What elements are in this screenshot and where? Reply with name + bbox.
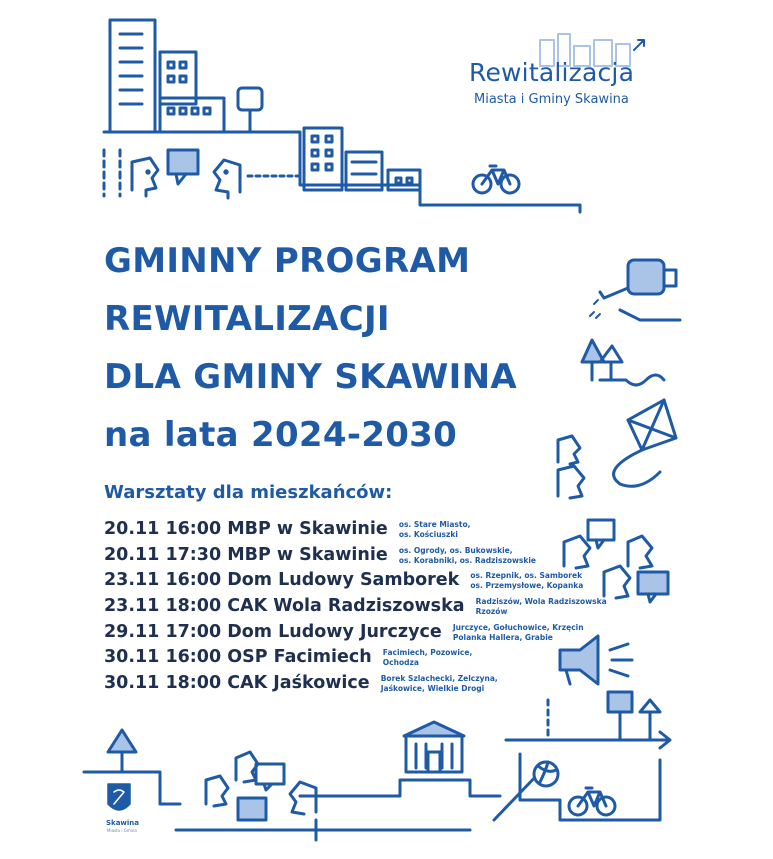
workshop-areas: [381, 674, 498, 694]
logo-title: Rewitalizacja: [469, 58, 635, 87]
logo-subtitle: Miasta i Gminy Skawina: [474, 92, 629, 107]
workshop-row: [104, 673, 607, 699]
workshop-areas: [383, 648, 473, 668]
crest-sublabel: Miasto i Gmina: [107, 828, 137, 833]
workshop-row: [104, 647, 607, 673]
workshop-areas: [470, 571, 583, 591]
workshop-area-line: Borek Szlachecki, Zelczyna,: [380, 674, 498, 684]
workshop-row: [104, 545, 607, 571]
workshop-area-line: os. Kościuszki: [398, 530, 458, 539]
crest-label: Skawina: [106, 819, 139, 827]
workshops-list: [104, 519, 607, 699]
workshop-area-line: os. Stare Miasto,: [398, 520, 471, 529]
park-tree-icon: [84, 730, 180, 804]
workshop-area-line: os. Korabniki, os. Radziszowskie: [398, 555, 537, 565]
crest-icon: [108, 784, 130, 810]
workshop-area-line: Ochodza: [382, 658, 419, 668]
page-title: [104, 232, 517, 464]
workshop-area-line: Rzozów: [475, 607, 508, 617]
workshop-area-line: Radziszów, Wola Radziszowska: [475, 597, 607, 607]
workshop-areas: [453, 623, 584, 643]
workshop-main: 23.11 16:00 Dom Ludowy Samborek: [104, 570, 460, 591]
town-hall-icon: [300, 722, 500, 796]
title-line-1: GMINNY PROGRAM: [104, 241, 471, 281]
workshop-row: [104, 570, 607, 596]
apartment-blocks-icon: [304, 128, 420, 190]
workshop-main: 20.11 17:30 MBP w Skawinie: [104, 544, 388, 565]
workshop-area-line: Jaśkowice, Wielkie Drogi: [380, 684, 485, 694]
workshop-main: 23.11 18:00 CAK Wola Radziszowska: [104, 596, 465, 617]
workshop-row: [104, 622, 607, 648]
workshop-area-line: os. Przemysłowe, Kopanka: [470, 581, 584, 591]
workshops-heading: Warsztaty dla mieszkańców:: [104, 482, 393, 503]
workshop-main: 30.11 18:00 CAK Jaśkowice: [104, 673, 370, 694]
title-line-3: DLA GMINY SKAWINA: [104, 357, 517, 397]
title-line-2: REWITALIZACJI: [104, 299, 390, 339]
workshop-areas: [476, 597, 607, 617]
residents-faces-icon: [132, 150, 298, 198]
workshop-main: 20.11 16:00 MBP w Skawinie: [104, 519, 388, 539]
workshop-row: [104, 596, 607, 622]
ball-icon: [534, 762, 558, 786]
workshop-areas: [399, 520, 471, 540]
workshop-area-line: Facimiech, Pozowice,: [382, 648, 473, 658]
workshop-area-line: os. Ogrody, os. Bukowskie,: [398, 545, 513, 555]
workshop-areas: [399, 546, 536, 566]
side-faces-icon: [558, 436, 584, 498]
watering-can-icon: [590, 260, 680, 320]
workshop-row: [104, 519, 607, 545]
title-line-4: na lata 2024-2030: [104, 415, 458, 455]
workshop-area-line: os. Rzepnik, os. Samborek: [470, 571, 583, 581]
workshop-main: 29.11 17:00 Dom Ludowy Jurczyce: [104, 621, 442, 642]
workshop-area-line: Polanka Hallera, Grabie: [452, 632, 553, 642]
workshop-area-line: Jurczyce, Gołuchowice, Krzęcin: [452, 622, 584, 632]
bicycle-icon: [473, 166, 519, 193]
bicycle-icon-bottom: [569, 788, 615, 815]
trees-kite-icon: [582, 340, 676, 486]
workshop-main: 30.11 16:00 OSP Facimiech: [104, 647, 372, 668]
